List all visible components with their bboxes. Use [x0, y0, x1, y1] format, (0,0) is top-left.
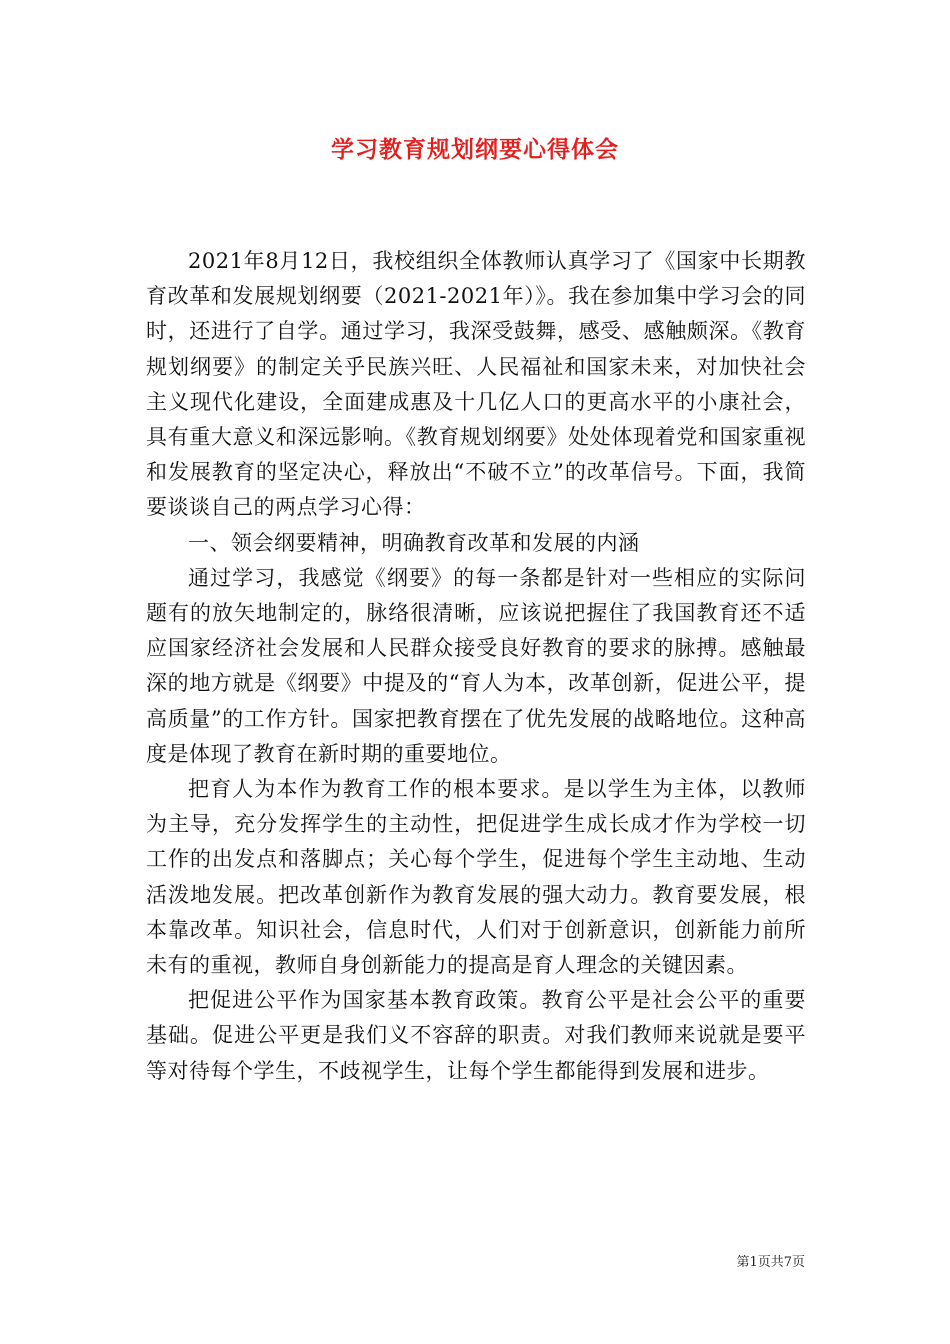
paragraph-intro: 2021年8月12日，我校组织全体教师认真学习了《国家中长期教育改革和发展规划纲要（2021-2021年）》。我在参加集中学习会的同时，还进行了自学。通过学习，我深受鼓舞，感受、感触颇深。《教育规划纲要》的制定关乎民族兴旺、人民福祉和国家未来，对加快社会主义现代化建设，全面建成惠及十几亿人口的更高水平的小康社会，具有重大意义和深远影响。《教育规划纲要》处处体现着党和国家重视和发展教育的坚定决心，释放出“不破不立”的改革信号。下面，我简要谈谈自己的两点学习心得： [146, 249, 806, 520]
document-title: 学习教育规划纲要心得体会 [331, 136, 619, 163]
paragraph-understanding: 通过学习，我感觉《纲要》的每一条都是针对一些相应的实际问题有的放矢地制定的，脉络很清晰，应该说把握住了我国教育还不适应国家经济社会发展和人民群众接受良好教育的要求的脉搏。感触最深的地方就是《纲要》中提及的“育人为本，改革创新，促进公平，提高质量”的工作方针。国家把教育摆在了优先发展的战略地位。这种高度是体现了教育在新时期的重要地位。 [146, 565, 806, 766]
paragraph-fairness: 把促进公平作为国家基本教育政策。教育公平是社会公平的重要基础。促进公平更是我们义不容辞的职责。对我们教师来说就是要平等对待每个学生，不歧视学生，让每个学生都能得到发展和进步。 [146, 988, 806, 1083]
page-number-footer: 第1页共7页 [736, 1255, 805, 1270]
paragraph-section-heading: 一、领会纲要精神，明确教育改革和发展的内涵 [188, 530, 640, 555]
document-body [146, 244, 806, 1089]
paragraph-people-oriented: 把育人为本作为教育工作的根本要求。是以学生为主体，以教师为主导，充分发挥学生的主动性，把促进学生成长成才作为学校一切工作的出发点和落脚点；关心每个学生，促进每个学生主动地、生动活泼地发展。把改革创新作为教育发展的强大动力。教育要发展，根本靠改革。知识社会，信息时代，人们对于创新意识，创新能力前所未有的重视，教师自身创新能力的提高是育人理念的关键因素。 [146, 777, 806, 978]
